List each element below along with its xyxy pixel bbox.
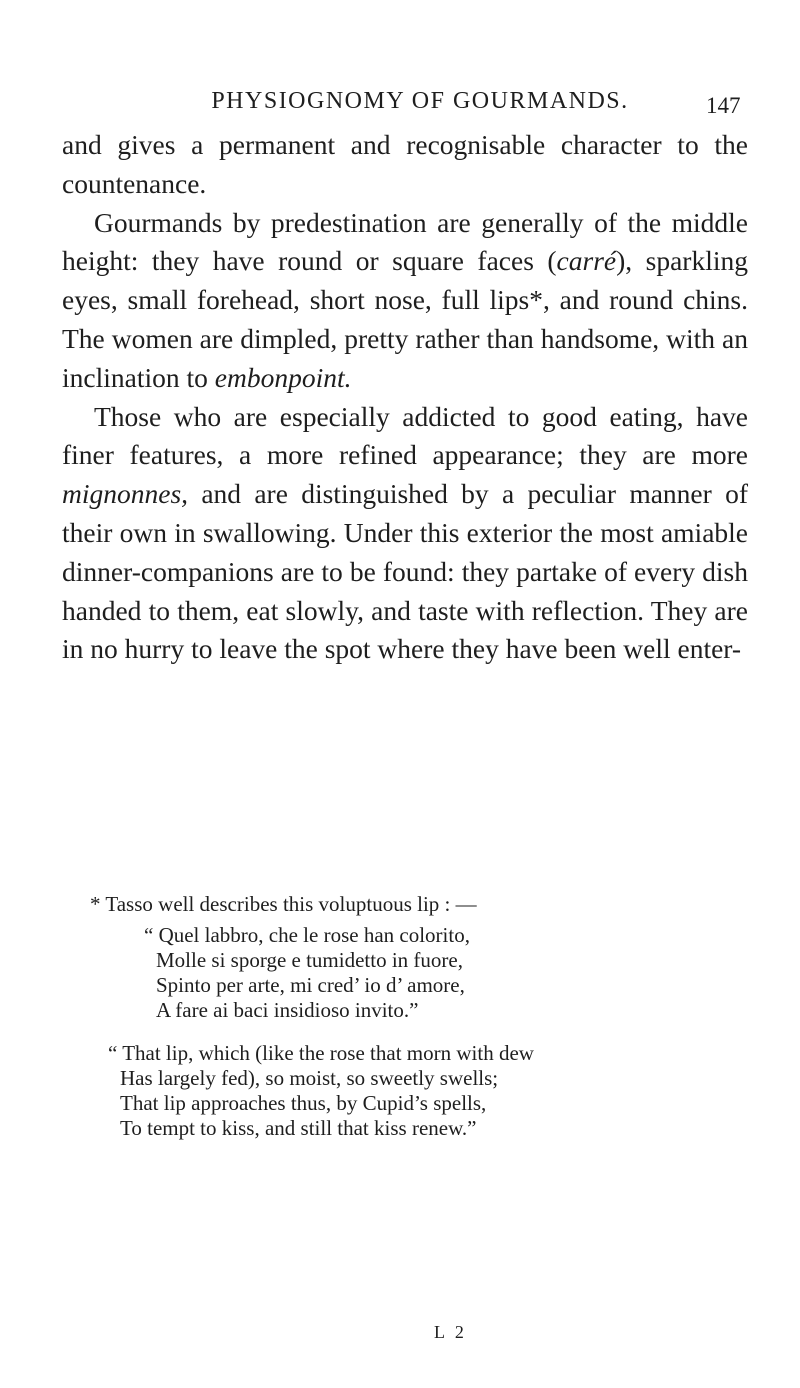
text-span: ), sparkling eyes, small forehead, short nose, full lips*, and round chins. The women are dimpled, pretty rather than handsome, with an inclination to	[62, 245, 748, 393]
verse-line: To tempt to kiss, and still that kiss renew.”	[120, 1116, 477, 1140]
italic-term: carré	[556, 245, 617, 277]
english-verse	[108, 1041, 748, 1141]
verse-line: Has largely fed), so moist, so sweetly swells;	[120, 1066, 499, 1090]
main-text	[62, 126, 748, 669]
verse-line: Spinto per arte, mi cred’ io d’ amore,	[156, 973, 465, 997]
verse-line: A fare ai baci insidioso invito.”	[156, 998, 419, 1022]
text-span: and are distinguished by a peculiar manner of their own in swallowing. Under this exterior the most amiable dinner-companions are to be found: they partake of every dish handed to them, eat slowly, and taste with reflection. They are in no hurry to leave the spot where they have been well enter-	[62, 478, 748, 665]
page-number: 147	[706, 93, 741, 118]
verse-line: “ Quel labbro, che le rose han colorito,	[144, 923, 470, 947]
paragraph-good-eating	[62, 398, 748, 670]
running-head: PHYSIOGNOMY OF GOURMANDS.	[211, 88, 629, 114]
signature-mark: L 2	[434, 1322, 467, 1342]
italic-term: mignonnes,	[62, 478, 189, 510]
footnote	[62, 892, 748, 1141]
italic-term: embonpoint.	[214, 361, 352, 393]
text-span: Gourmands by predestination are generally of the middle height: they have round or square faces (	[62, 206, 748, 277]
text-span: Those who are especially addicted to good eating, have finer features, a more refined appearance; they are more	[62, 400, 748, 471]
footnote-intro: * Tasso well describes this voluptuous lip : —	[90, 892, 477, 916]
verse-line: That lip approaches thus, by Cupid’s spells,	[120, 1091, 487, 1115]
paragraph-gourmands	[62, 204, 748, 398]
verse-line: Molle si sporge e tumidetto in fuore,	[156, 948, 463, 972]
italian-verse	[144, 923, 748, 1023]
paragraph-continued: and gives a permanent and recognisable character to the countenance.	[62, 129, 748, 199]
verse-line: “ That lip, which (like the rose that morn with dew	[108, 1041, 534, 1065]
